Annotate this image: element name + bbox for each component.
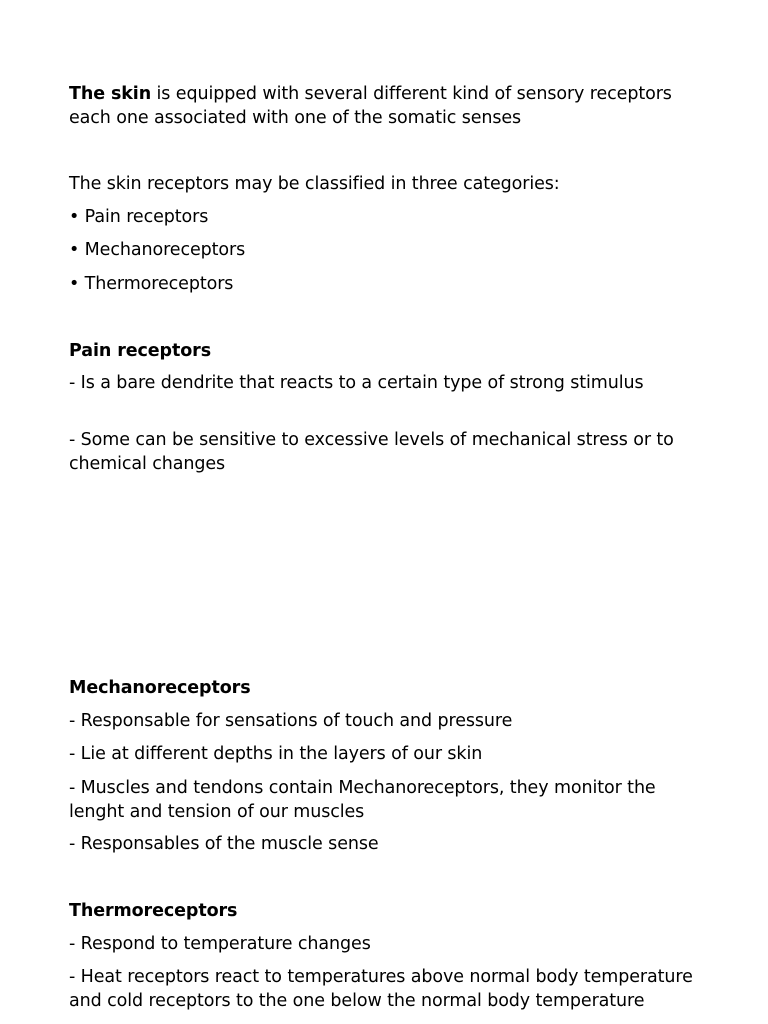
mechano-point-2: - Lie at different depths in the layers of our skin <box>69 744 483 764</box>
category-item-thermo: • Thermoreceptors <box>69 274 234 294</box>
pain-point-2: - Some can be sensitive to excessive levels of mechanical stress or to chemical changes <box>69 430 674 474</box>
thermo-title: Thermoreceptors <box>69 901 238 921</box>
intro-rest: is equipped with several different kind of sensory receptors each one associated with one of the somatic senses <box>69 84 672 128</box>
category-item-mechano: • Mechanoreceptors <box>69 240 246 260</box>
categories-heading: The skin receptors may be classified in three categories: <box>69 174 560 194</box>
intro-lead: The skin <box>69 84 152 104</box>
category-item-pain: • Pain receptors <box>69 207 209 227</box>
thermo-point-1: - Respond to temperature changes <box>69 934 371 954</box>
thermo-point-2: - Heat receptors react to temperatures above normal body temperature and cold receptors to the one below the normal body temperature <box>69 967 693 1011</box>
mechano-point-1: - Responsable for sensations of touch and pressure <box>69 711 513 731</box>
intro-paragraph <box>69 83 709 130</box>
pain-point-1: - Is a bare dendrite that reacts to a certain type of strong stimulus <box>69 373 644 393</box>
mechano-title: Mechanoreceptors <box>69 678 251 698</box>
mechano-point-3: - Muscles and tendons contain Mechanoreceptors, they monitor the lenght and tension of our muscles <box>69 778 656 822</box>
mechano-point-4: - Responsables of the muscle sense <box>69 834 379 854</box>
pain-title: Pain receptors <box>69 341 212 361</box>
